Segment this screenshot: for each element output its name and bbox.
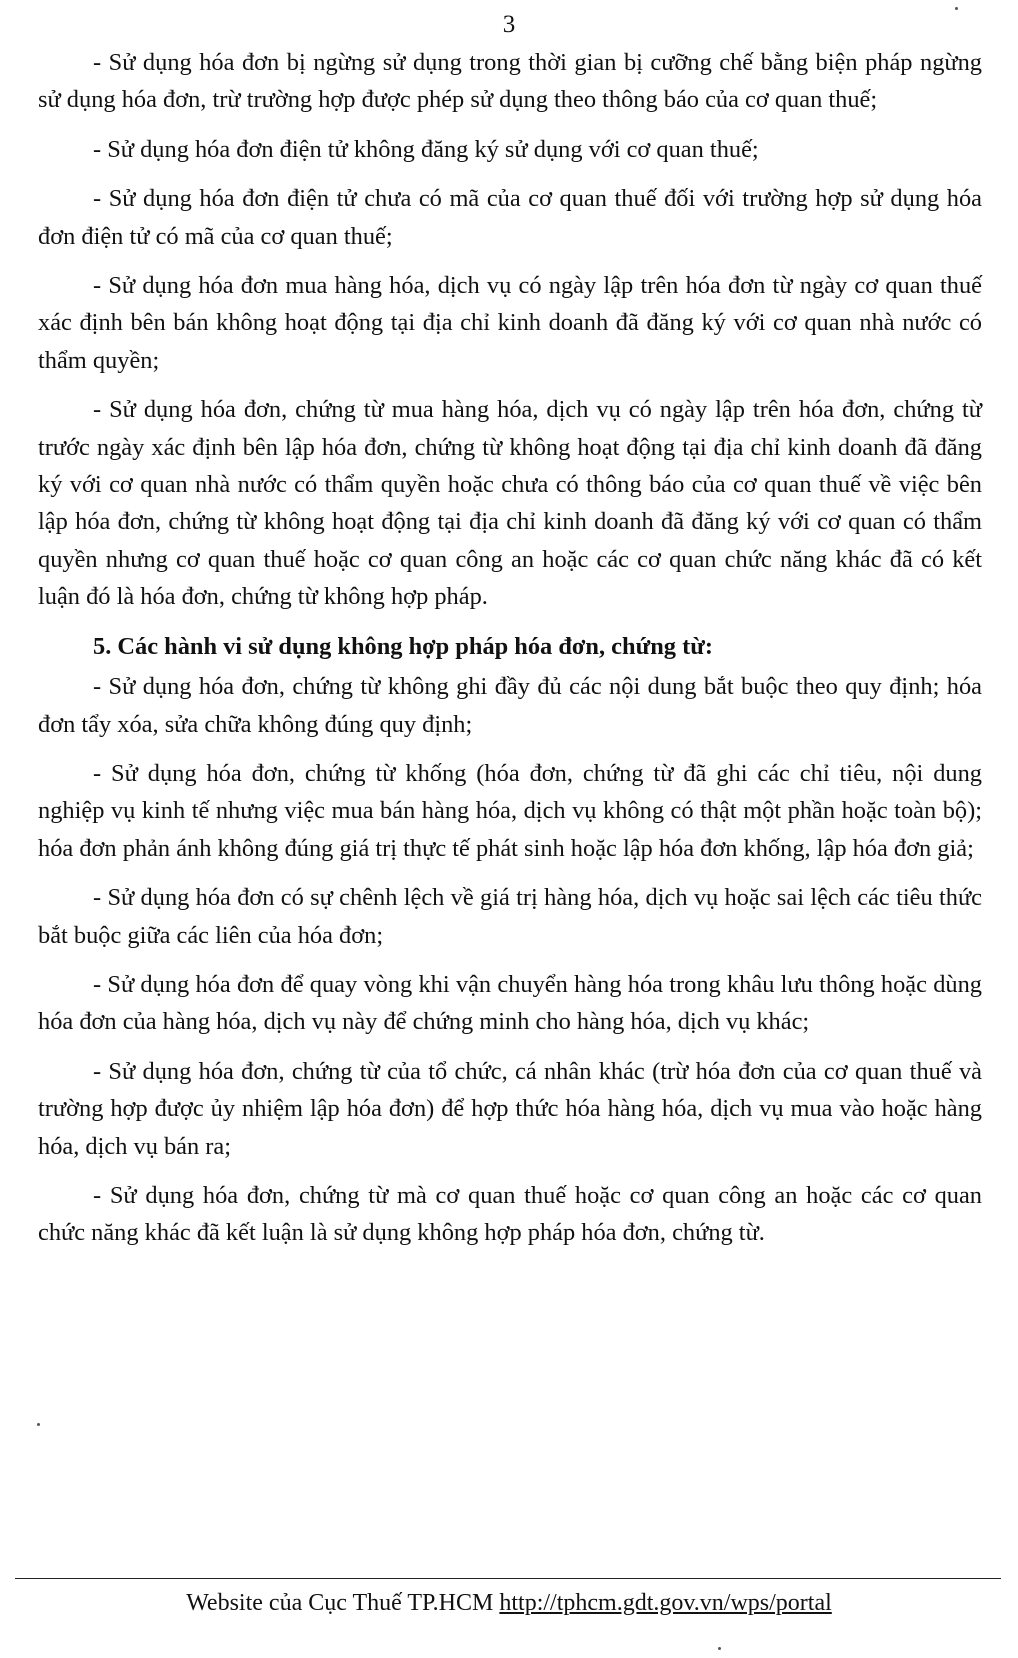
footer-divider (15, 1578, 1001, 1579)
section-5-item: - Sử dụng hóa đơn, chứng từ không ghi đầy đủ các nội dung bắt buộc theo quy định; hóa đơn tẩy xóa, sửa chữa không đúng quy định; (38, 673, 982, 738)
footer (0, 1588, 1018, 1618)
section-5-item: - Sử dụng hóa đơn để quay vòng khi vận chuyển hàng hóa trong khâu lưu thông hoặc dùng hóa đơn của hàng hóa, dịch vụ này để chứng minh cho hàng hóa, dịch vụ khác; (38, 970, 982, 1036)
section-5-item: - Sử dụng hóa đơn có sự chênh lệch về giá trị hàng hóa, dịch vụ hoặc sai lệch các tiêu thức bắt buộc giữa các liên của hóa đơn; (38, 884, 982, 949)
section-5-item: - Sử dụng hóa đơn, chứng từ khống (hóa đơn, chứng từ đã ghi các chỉ tiêu, nội dung nghiệp vụ kinh tế nhưng việc mua bán hàng hóa, dịch vụ không có thật một phần hoặc toàn bộ); hóa đơn phản ánh không đúng giá trị thực tế phát sinh hoặc lập hóa đơn khống, lập hóa đơn giả; (38, 759, 982, 862)
footer-website-link[interactable]: http://tphcm.gdt.gov.vn/wps/portal (499, 1590, 832, 1616)
paragraph-e-invoice-without-code: - Sử dụng hóa đơn điện tử chưa có mã của cơ quan thuế đối với trường hợp sử dụng hóa đơn điện tử có mã của cơ quan thuế; (38, 185, 982, 250)
paragraph-seller-not-operating: - Sử dụng hóa đơn mua hàng hóa, dịch vụ có ngày lập trên hóa đơn từ ngày cơ quan thuế xác định bên bán không hoạt động tại địa chỉ kinh doanh đã đăng ký với cơ quan nhà nước có thẩm quyền; (38, 272, 982, 374)
scan-speck (718, 1647, 721, 1650)
section-5-item: - Sử dụng hóa đơn, chứng từ mà cơ quan thuế hoặc cơ quan công an hoặc các cơ quan chức năng khác đã kết luận là sử dụng không hợp pháp hóa đơn, chứng từ. (38, 1181, 982, 1247)
scan-speck (955, 7, 958, 10)
document-body (38, 44, 982, 1264)
section-5-item: - Sử dụng hóa đơn, chứng từ của tổ chức, cá nhân khác (trừ hóa đơn của cơ quan thuế và trường hợp được ủy nhiệm lập hóa đơn) để hợp thức hóa hàng hóa, dịch vụ mua vào hoặc hàng hóa, dịch vụ bán ra; (38, 1057, 982, 1160)
section-5-heading: 5. Các hành vi sử dụng không hợp pháp hóa đơn, chứng từ: (93, 632, 713, 660)
scan-speck (37, 1423, 40, 1426)
page-number: 3 (502, 11, 516, 38)
paragraph-suspended-invoice: - Sử dụng hóa đơn bị ngừng sử dụng trong thời gian bị cưỡng chế bằng biện pháp ngừng sử dụng hóa đơn, trừ trường hợp được phép sử dụng theo thông báo của cơ quan thuế; (38, 49, 982, 114)
paragraph-unregistered-e-invoice: - Sử dụng hóa đơn điện tử không đăng ký sử dụng với cơ quan thuế; (93, 135, 759, 163)
paragraph-issuer-not-operating: - Sử dụng hóa đơn, chứng từ mua hàng hóa, dịch vụ có ngày lập trên hóa đơn, chứng từ trước ngày xác định bên lập hóa đơn, chứng từ không hoạt động tại địa chỉ kinh doanh đã đăng ký với cơ quan nhà nước có thẩm quyền hoặc chưa có thông báo của cơ quan thuế về việc bên lập hóa đơn, chứng từ không hoạt động tại địa chỉ kinh doanh đã đăng ký với cơ quan có thẩm quyền nhưng cơ quan thuế hoặc cơ quan công an hoặc các cơ quan chức năng khác đã có kết luận đó là hóa đơn, chứng từ không hợp pháp. (38, 396, 982, 611)
footer-label: Website của Cục Thuế TP.HCM (186, 1590, 494, 1616)
